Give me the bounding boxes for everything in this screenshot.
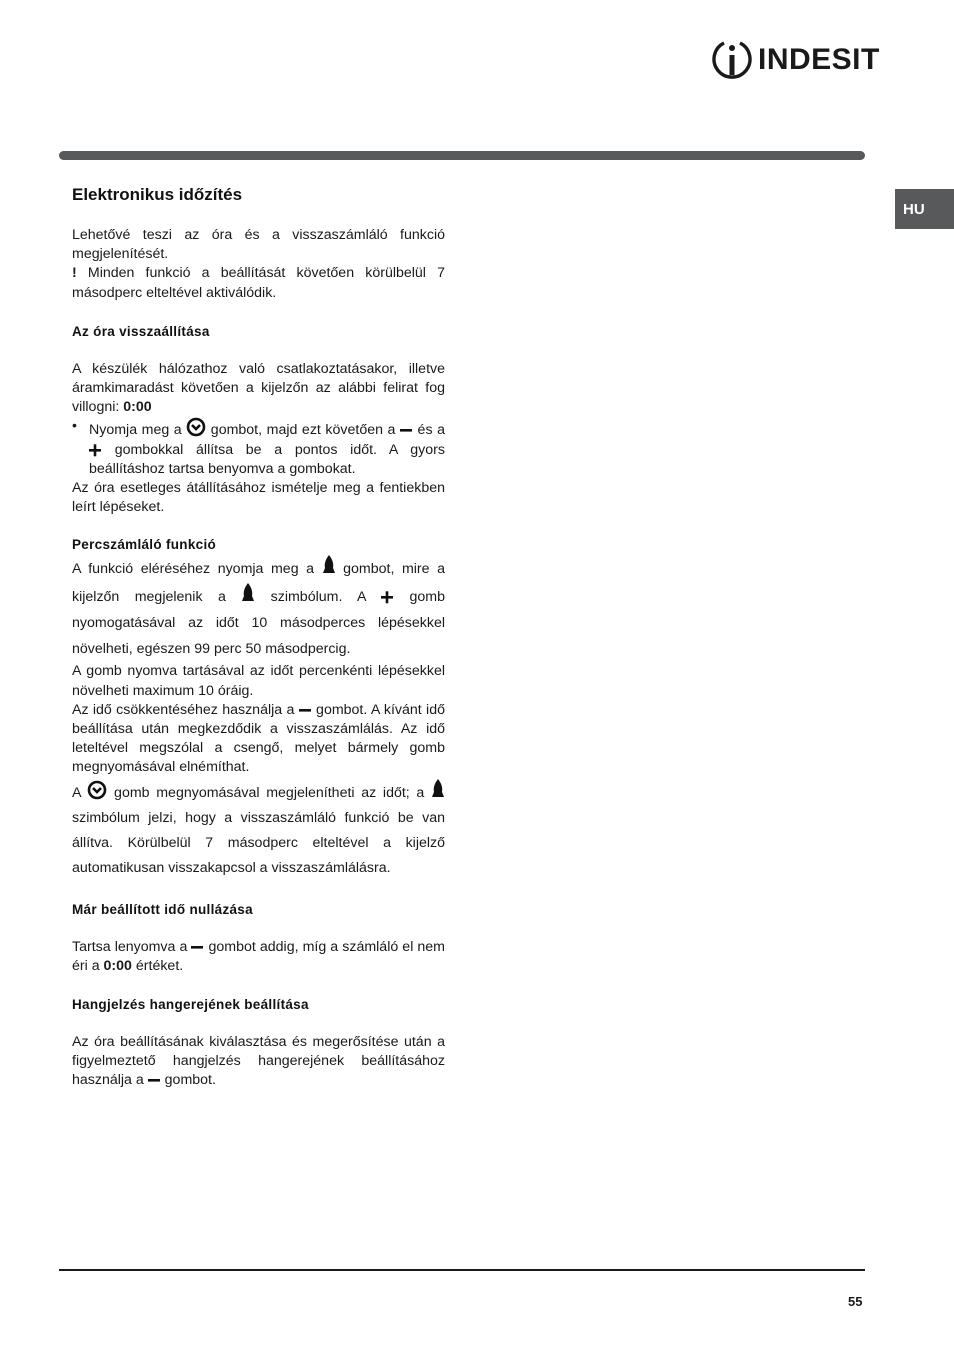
bullet-text-d: gombokkal állítsa be a pontos időt. A gyors beállításhoz tartsa benyomva a gombokat. (89, 441, 445, 477)
display-value: 0:00 (103, 957, 132, 974)
intro-text: Lehetővé teszi az óra és a visszaszámláló funkció megjelenítését. (72, 227, 445, 263)
indesit-logo-mark-icon (712, 38, 752, 82)
timer-paragraph-4 (72, 778, 445, 881)
heading-clock-reset: Az óra visszaállítása (72, 323, 210, 339)
bullet-text-a: Nyomja meg a (89, 422, 187, 439)
minus-icon (191, 940, 204, 954)
display-value: 0:00 (123, 399, 152, 416)
timer-text-d2: gomb megnyomásával megjelenítheti az időt; a (107, 784, 431, 801)
volume-paragraph (72, 1033, 445, 1091)
bell-icon (322, 554, 336, 576)
header-bar (59, 151, 865, 160)
timer-text-a3: szimbólum. A (255, 589, 382, 606)
timer-text-a2: gombot, mire a kijelzőn megjelenik a (72, 561, 445, 606)
volume-text-2: gombot. (160, 1072, 216, 1089)
reset-text-1: Tartsa lenyomva a (72, 938, 192, 955)
list-item (72, 417, 445, 479)
timer-paragraph-2: A gomb nyomva tartásával az időt percenkénti lépésekkel növelheti maximum 10 óráig. (72, 663, 445, 699)
language-tab: HU (895, 189, 954, 229)
clock-icon (186, 417, 206, 437)
timer-text-c1: Az idő csökkentéséhez használja a (72, 701, 299, 718)
timer-text-d1: A (72, 784, 88, 801)
bullet-text-c: és a (413, 422, 445, 439)
timer-paragraph-3 (72, 701, 445, 778)
timer-text-d3: szimbólum jelzi, hogy a visszaszámláló funkció be van állítva. Körülbelül 7 másodperc elteltével a kijelző automatikusan visszakapcsol a visszaszámlálásra. (72, 809, 445, 876)
main-content (72, 183, 445, 1091)
intro-paragraph (72, 226, 445, 303)
minus-icon (148, 1073, 161, 1087)
plus-icon (89, 443, 102, 457)
bullet-text-b: gombot, majd ezt követően a (206, 422, 400, 439)
timer-text-a4: gomb nyomogatásával az időt 10 másodperces lépésekkel növelheti, egészen 99 perc 50 másodpercig. (72, 589, 446, 658)
heading-reset-time: Már beállított idő nullázása (72, 901, 253, 917)
warning-mark: ! (72, 265, 77, 282)
indesit-logo (712, 38, 880, 82)
page-number: 55 (848, 1294, 863, 1309)
heading-timer: Percszámláló funkció (72, 537, 217, 553)
reset-text-3: értéket. (131, 957, 184, 974)
timer-text-a1: A funkció eléréséhez nyomja meg a (72, 561, 322, 578)
plus-icon (381, 590, 394, 604)
bell-icon (431, 778, 445, 800)
footer-rule (59, 1269, 865, 1271)
volume-text-1: Az óra beállításának kiválasztása és megerősítése után a figyelmeztető hangjelzés hangerejének beállításához használja a (72, 1034, 445, 1089)
bullet-dot: • (72, 418, 77, 435)
clock-icon (87, 780, 107, 800)
reset-text-2: gombot addig, míg a számláló el nem éri a (72, 938, 446, 974)
reset-paragraph (72, 938, 445, 976)
timer-paragraph-1 (72, 554, 445, 662)
warning-text: Minden funkció a beállítását követően körülbelül 7 másodperc elteltével aktiválódik. (72, 265, 445, 301)
heading-volume: Hangjelzés hangerejének beállítása (72, 997, 309, 1013)
page-title: Elektronikus időzítés (72, 185, 243, 204)
minus-icon (400, 423, 413, 437)
minus-icon (299, 703, 312, 717)
clock-paragraph-2: Az óra esetleges átállításához ismételje meg a fentiekben leírt lépéseket. (72, 480, 445, 516)
bell-icon (241, 582, 255, 604)
timer-text-c2: gombot. A kívánt idő beállítása után megkezdődik a visszaszámlálás. Az idő leteltével megszólal a csengő, melyet bármely gomb megnyomásával elnémíthat. (72, 701, 445, 776)
brand-name: INDESIT (758, 43, 880, 76)
clock-paragraph-1 (72, 360, 445, 418)
clock-text-1: A készülék hálózathoz való csatlakoztatásakor, illetve áramkimaradást követően a kijelzőn az alábbi felirat fog villogni: (72, 360, 445, 416)
